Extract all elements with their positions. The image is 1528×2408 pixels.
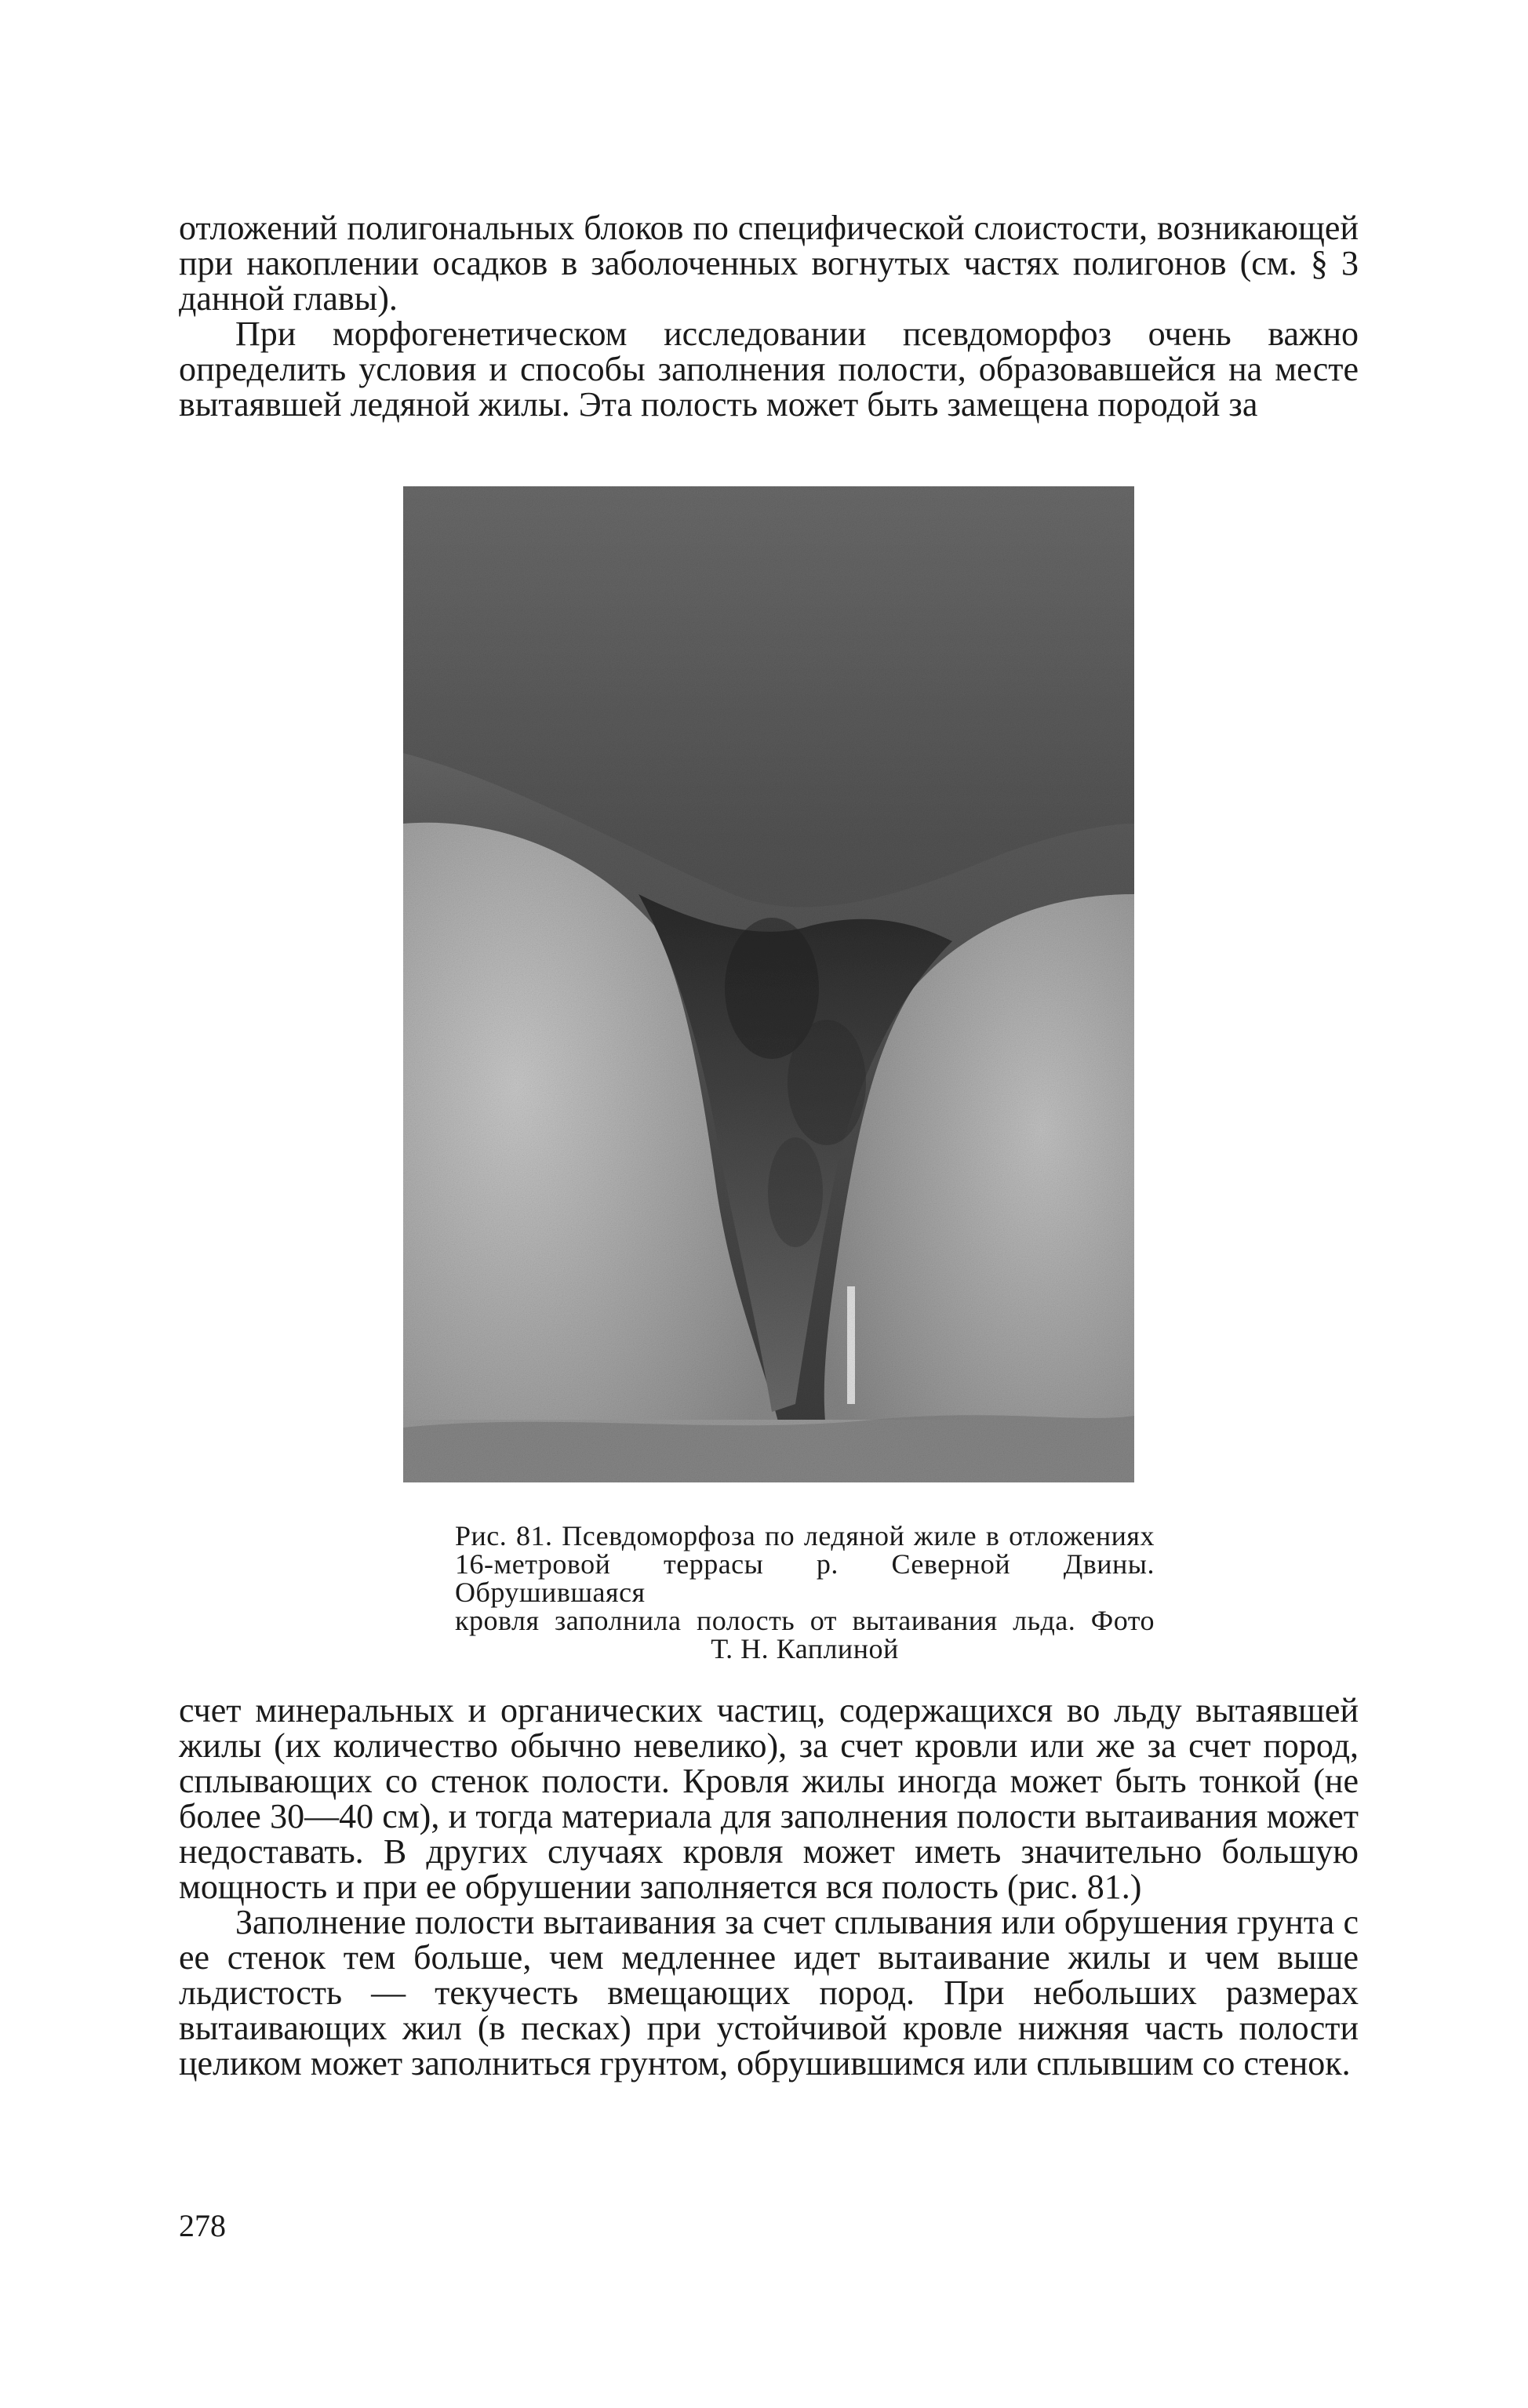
- caption-line-photographer: Т. Н. Каплиной: [711, 1633, 899, 1664]
- paragraph-continuation: отложений полигональных блоков по специфической слоистости, возникающей при накоплении осадков в заболоченных вогнутых частях полигонов (см. § 3 данной главы).: [179, 209, 1359, 318]
- figure-81-photo: [403, 486, 1134, 1482]
- paragraph-filling-sources: счет минеральных и органических частиц, содержащихся во льду вытаявшей жилы (их количество обычно невелико), за счет кровли или же за счет пород, сплывающих со стенок полости. Кровля жилы иногда может быть тонкой (не более 30—40 см), и тогда материала для заполнения полости вытаивания может недоставать. В других случаях кровля может иметь значительно большую мощность и при ее обрушении заполняется вся полость (рис. 81.): [179, 1691, 1359, 1906]
- bottom-text-block: [179, 1693, 1359, 2081]
- pseudomorph-photo-image: [403, 486, 1134, 1482]
- figure-81-caption: [455, 1522, 1155, 1663]
- caption-line: кровля заполнила полость от вытаивания льда. Фото: [455, 1605, 1155, 1636]
- caption-line: 16-метровой террасы р. Северной Двины. Обрушившаяся: [455, 1548, 1155, 1608]
- caption-line: Рис. 81. Псевдоморфоза по ледяной жиле в отложениях: [455, 1520, 1155, 1551]
- paragraph-filling-collapse: Заполнение полости вытаивания за счет сплывания или обрушения грунта с ее стенок тем больше, чем медленнее идет вытаивание жилы и чем выше льдистость — текучесть вмещающих пород. При небольших размерах вытаивающих жил (в песках) при устойчивой кровле нижняя часть полости целиком может заполниться грунтом, обрушившимся или сплывшим со стенок.: [179, 1903, 1359, 2082]
- page-number: 278: [179, 2208, 226, 2243]
- top-text-block: [179, 210, 1359, 422]
- paragraph-morphogenetic: При морфогенетическом исследовании псевдоморфоз очень важно определить условия и способы заполнения полости, образовавшейся на месте вытаявшей ледяной жилы. Эта полость может быть замещена породой за: [179, 315, 1359, 424]
